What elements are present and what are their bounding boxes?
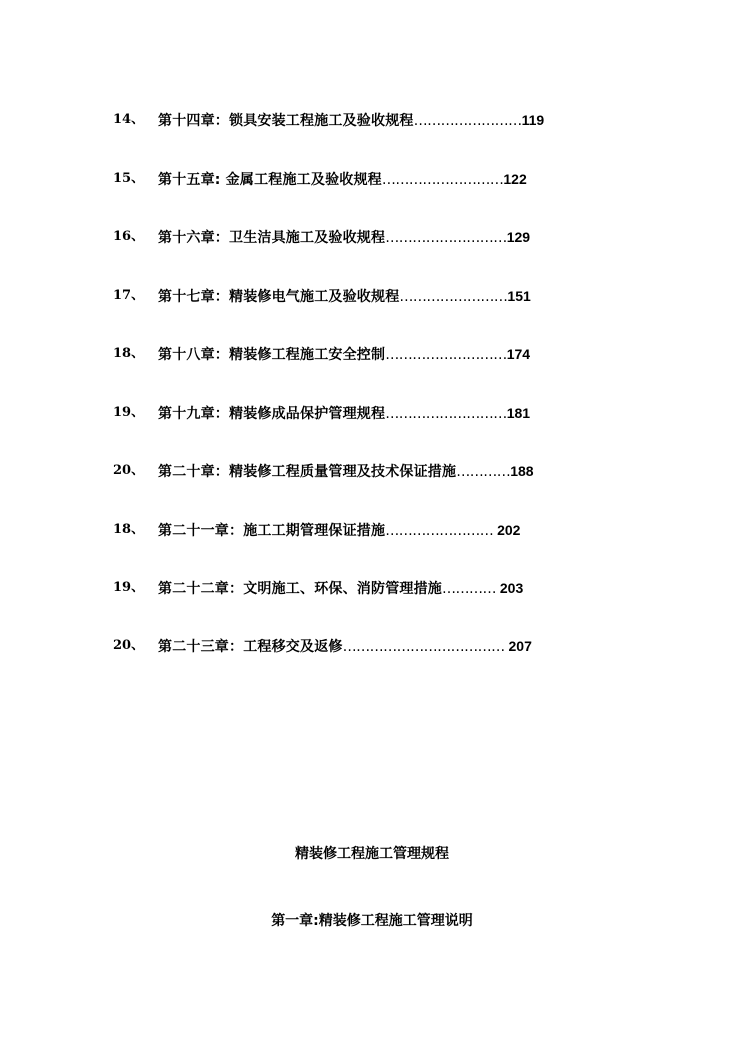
toc-leader: ………… [456,464,511,480]
toc-entry [158,284,531,309]
toc-page-number: 119 [521,112,545,128]
toc-page-number: 122 [503,171,527,187]
toc-entry [158,225,530,250]
toc-leader: ……………………………… [342,639,505,655]
toc-title: 第十五章: 金属工程施工及验收规程 [158,172,382,188]
toc-number: 20、 [113,463,145,478]
toc-entry [158,167,527,192]
toc-row [0,108,744,132]
toc-number: 17、 [113,288,145,303]
toc-title: 第二十三章：工程移交及返修 [158,639,343,655]
toc-entry [158,634,532,659]
toc-row [0,459,744,483]
toc-title: 第十四章：锁具安装工程施工及验收规程 [158,113,414,129]
toc-page-number: 174 [506,346,531,362]
toc-title: 第二十二章：文明施工、环保、消防管理措施 [158,581,442,597]
toc-title: 第十七章：精装修电气施工及验收规程 [158,289,400,305]
toc-page-number: 207 [504,638,532,654]
toc-page-number: 203 [496,580,524,596]
toc-leader: ……………………… [385,230,507,246]
toc-leader: …………………… [413,113,522,129]
toc-number: 16、 [113,229,145,244]
toc-page-number: 129 [506,229,531,245]
toc-entry [158,342,530,367]
toc-number: 18、 [113,522,145,537]
toc-row [0,634,744,658]
toc-leader: …………………… [385,523,494,539]
toc-title: 第二十一章：施工工期管理保证措施 [158,523,386,539]
toc-row [0,401,744,425]
toc-entry [158,108,544,133]
toc-entry [158,518,520,543]
toc-row [0,518,744,542]
toc-leader: …………………… [399,289,508,305]
toc-number: 15、 [113,171,145,186]
toc-row [0,225,744,249]
toc-entry [158,459,534,484]
toc-leader: ……………………… [385,406,507,422]
toc-page-number: 181 [506,405,531,421]
toc-title: 第二十章：精装修工程质量管理及技术保证措施 [158,464,457,480]
chapter-heading: 第一章:精装修工程施工管理说明 [271,913,473,929]
toc-entry [158,401,530,426]
toc-leader: ………… [442,581,496,597]
toc-row [0,576,744,600]
toc-number: 19、 [113,405,145,420]
toc-number: 14、 [113,112,145,127]
toc-number: 20、 [113,638,145,653]
toc-entry [158,576,523,601]
toc-number: 19、 [113,580,145,595]
toc-leader: ……………………… [381,172,504,188]
toc-title: 第十九章：精装修成品保护管理规程 [158,406,386,422]
toc-title: 第十八章：精装修工程施工安全控制 [158,347,386,363]
toc-leader: ……………………… [385,347,507,363]
toc-page-number: 188 [510,463,534,479]
toc-row [0,342,744,366]
toc-title: 第十六章：卫生洁具施工及验收规程 [158,230,386,246]
toc-row [0,284,744,308]
toc-page-number: 202 [493,522,521,538]
toc-page-number: 151 [507,288,531,304]
toc-number: 18、 [113,346,145,361]
document-title: 精装修工程施工管理规程 [295,846,449,862]
toc-row [0,167,744,191]
